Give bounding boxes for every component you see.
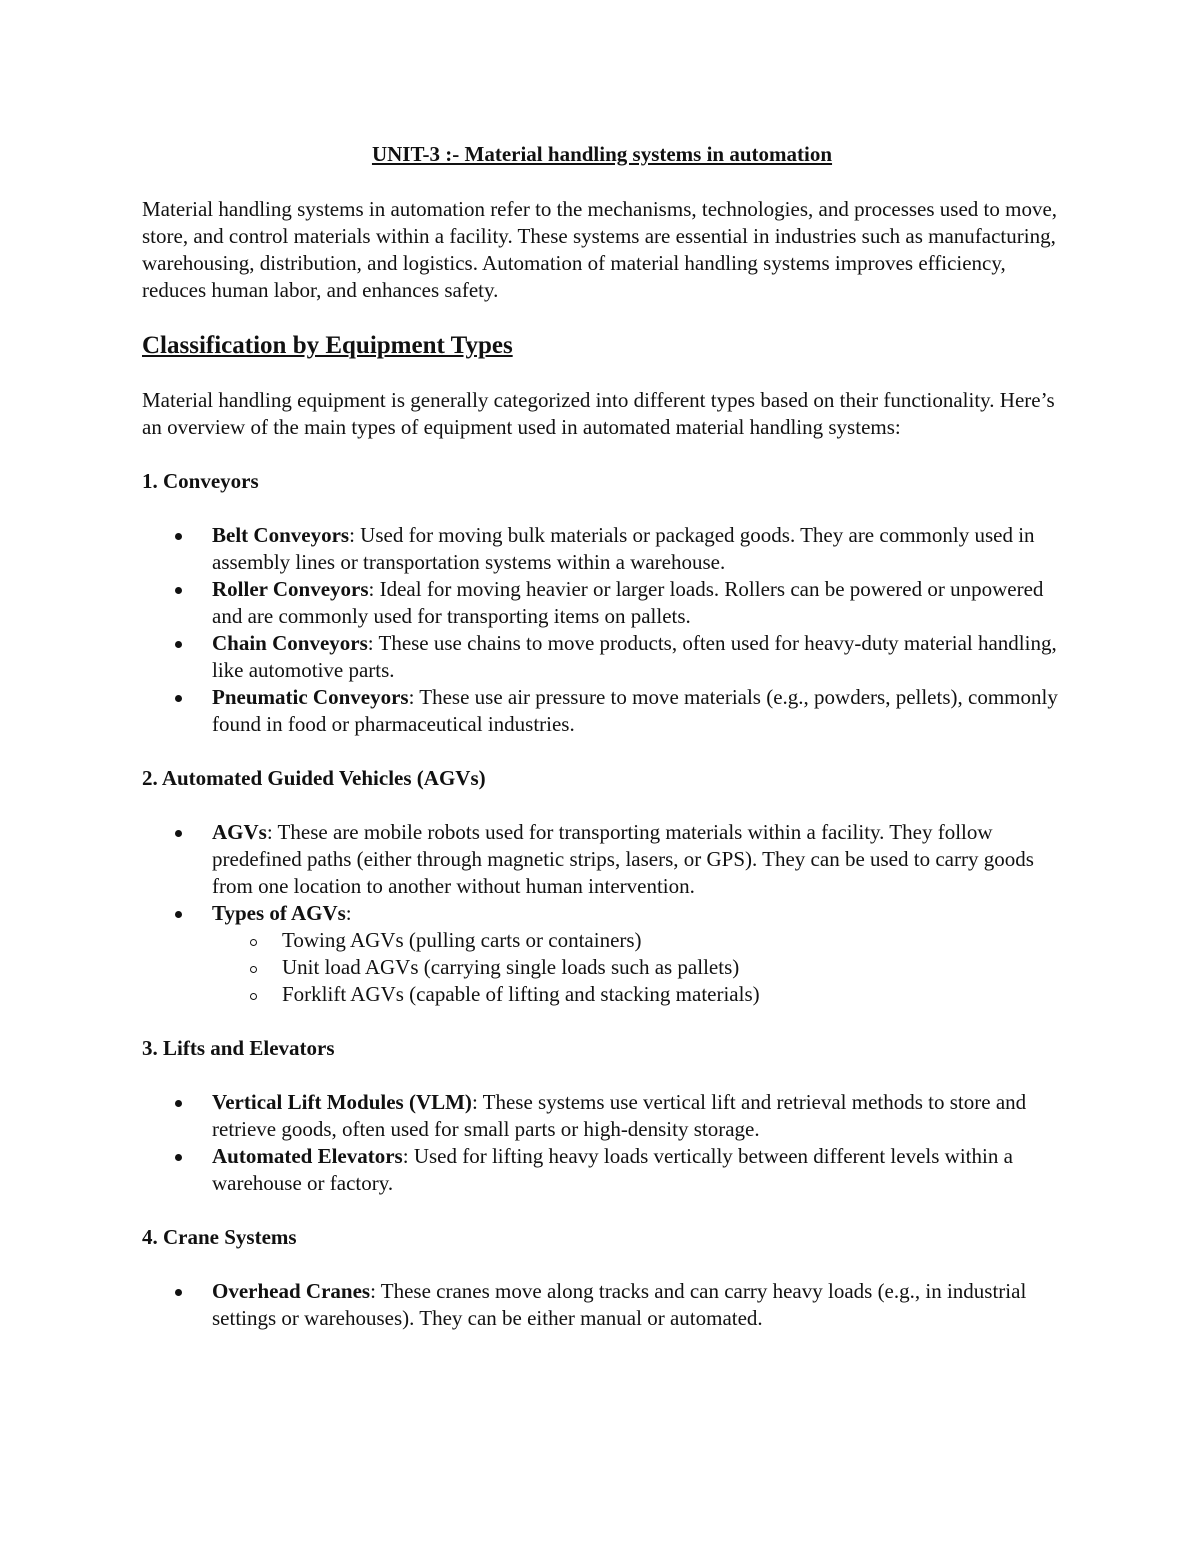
bullet-icon xyxy=(175,587,182,594)
bullet-icon xyxy=(175,695,182,702)
sub-item-text: Towing AGVs (pulling carts or containers) xyxy=(282,928,642,952)
item-text: : These systems use vertical lift and retrieval methods to store and retrieve goods, often used for small parts or high-density storage. xyxy=(212,1090,1027,1141)
document-body xyxy=(142,141,1062,1359)
circle-bullet-icon xyxy=(250,966,257,973)
list-item xyxy=(142,900,1062,1008)
item-text: : These are mobile robots used for transporting materials within a facility. They follow predefined paths (either through magnetic strips, lasers, or GPS). They can be used to carry goods from one location to another without human intervention. xyxy=(212,820,1034,898)
conveyors-heading: 1. Conveyors xyxy=(142,469,259,493)
list-item xyxy=(142,1143,1062,1197)
item-term: Overhead Cranes xyxy=(212,1279,371,1303)
item-text: : Ideal for moving heavier or larger loads. Rollers can be powered or unpowered and are commonly used for transporting items on pallets. xyxy=(212,577,1044,628)
item-term: AGVs xyxy=(212,820,267,844)
sub-list-item xyxy=(212,954,1062,981)
list-item xyxy=(142,684,1062,738)
item-text: : These use air pressure to move materials (e.g., powders, pellets), commonly found in food or pharmaceutical industries. xyxy=(212,685,1058,736)
item-term: Vertical Lift Modules (VLM) xyxy=(212,1090,472,1114)
item-term: Types of AGVs xyxy=(212,901,346,925)
item-text: : These use chains to move products, often used for heavy-duty material handling, like automotive parts. xyxy=(212,631,1057,682)
lifts-list xyxy=(142,1089,1062,1197)
item-term: Chain Conveyors xyxy=(212,631,368,655)
bullet-icon xyxy=(175,911,182,918)
lifts-heading: 3. Lifts and Elevators xyxy=(142,1036,335,1060)
list-item xyxy=(142,522,1062,576)
intro-paragraph: Material handling systems in automation refer to the mechanisms, technologies, and processes used to move, store, and control materials within a facility. These systems are essential in industries such as manufacturing, warehousing, distribution, and logistics. Automation of material handling systems improves efficiency, reduces human labor, and enhances safety. xyxy=(142,197,1058,302)
bullet-icon xyxy=(175,641,182,648)
item-term: Pneumatic Conveyors xyxy=(212,685,409,709)
item-term: Automated Elevators xyxy=(212,1144,403,1168)
item-text: : Used for moving bulk materials or packaged goods. They are commonly used in assembly lines or transportation systems within a warehouse. xyxy=(212,523,1035,574)
section-heading: Classification by Equipment Types xyxy=(142,332,513,359)
section-intro-paragraph: Material handling equipment is generally categorized into different types based on their functionality. Here’s an overview of the main types of equipment used in automated material handling systems: xyxy=(142,388,1055,439)
document-title: UNIT-3 :- Material handling systems in automation xyxy=(371,142,833,166)
circle-bullet-icon xyxy=(250,939,257,946)
bullet-icon xyxy=(175,1289,182,1296)
sub-item-text: Unit load AGVs (carrying single loads such as pallets) xyxy=(282,955,740,979)
item-text: : Used for lifting heavy loads vertically between different levels within a warehouse or factory. xyxy=(212,1144,1013,1195)
list-item xyxy=(142,630,1062,684)
list-item xyxy=(142,576,1062,630)
agvs-heading: 2. Automated Guided Vehicles (AGVs) xyxy=(142,766,486,790)
sub-list-item xyxy=(212,927,1062,954)
item-term: Belt Conveyors xyxy=(212,523,350,547)
cranes-list xyxy=(142,1278,1062,1332)
list-item xyxy=(142,1278,1062,1332)
bullet-icon xyxy=(175,830,182,837)
cranes-heading: 4. Crane Systems xyxy=(142,1225,297,1249)
sub-item-text: Forklift AGVs (capable of lifting and stacking materials) xyxy=(282,982,760,1006)
agvs-list xyxy=(142,819,1062,1008)
list-item xyxy=(142,819,1062,900)
circle-bullet-icon xyxy=(250,993,257,1000)
conveyors-list xyxy=(142,522,1062,738)
list-item xyxy=(142,1089,1062,1143)
item-term: Roller Conveyors xyxy=(212,577,369,601)
item-text: : These cranes move along tracks and can carry heavy loads (e.g., in industrial settings or warehouses). They can be either manual or automated. xyxy=(212,1279,1027,1330)
bullet-icon xyxy=(175,1154,182,1161)
sub-list-item xyxy=(212,981,1062,1008)
agv-types-list xyxy=(212,927,1062,1008)
bullet-icon xyxy=(175,1100,182,1107)
bullet-icon xyxy=(175,533,182,540)
item-text: : xyxy=(345,901,352,925)
